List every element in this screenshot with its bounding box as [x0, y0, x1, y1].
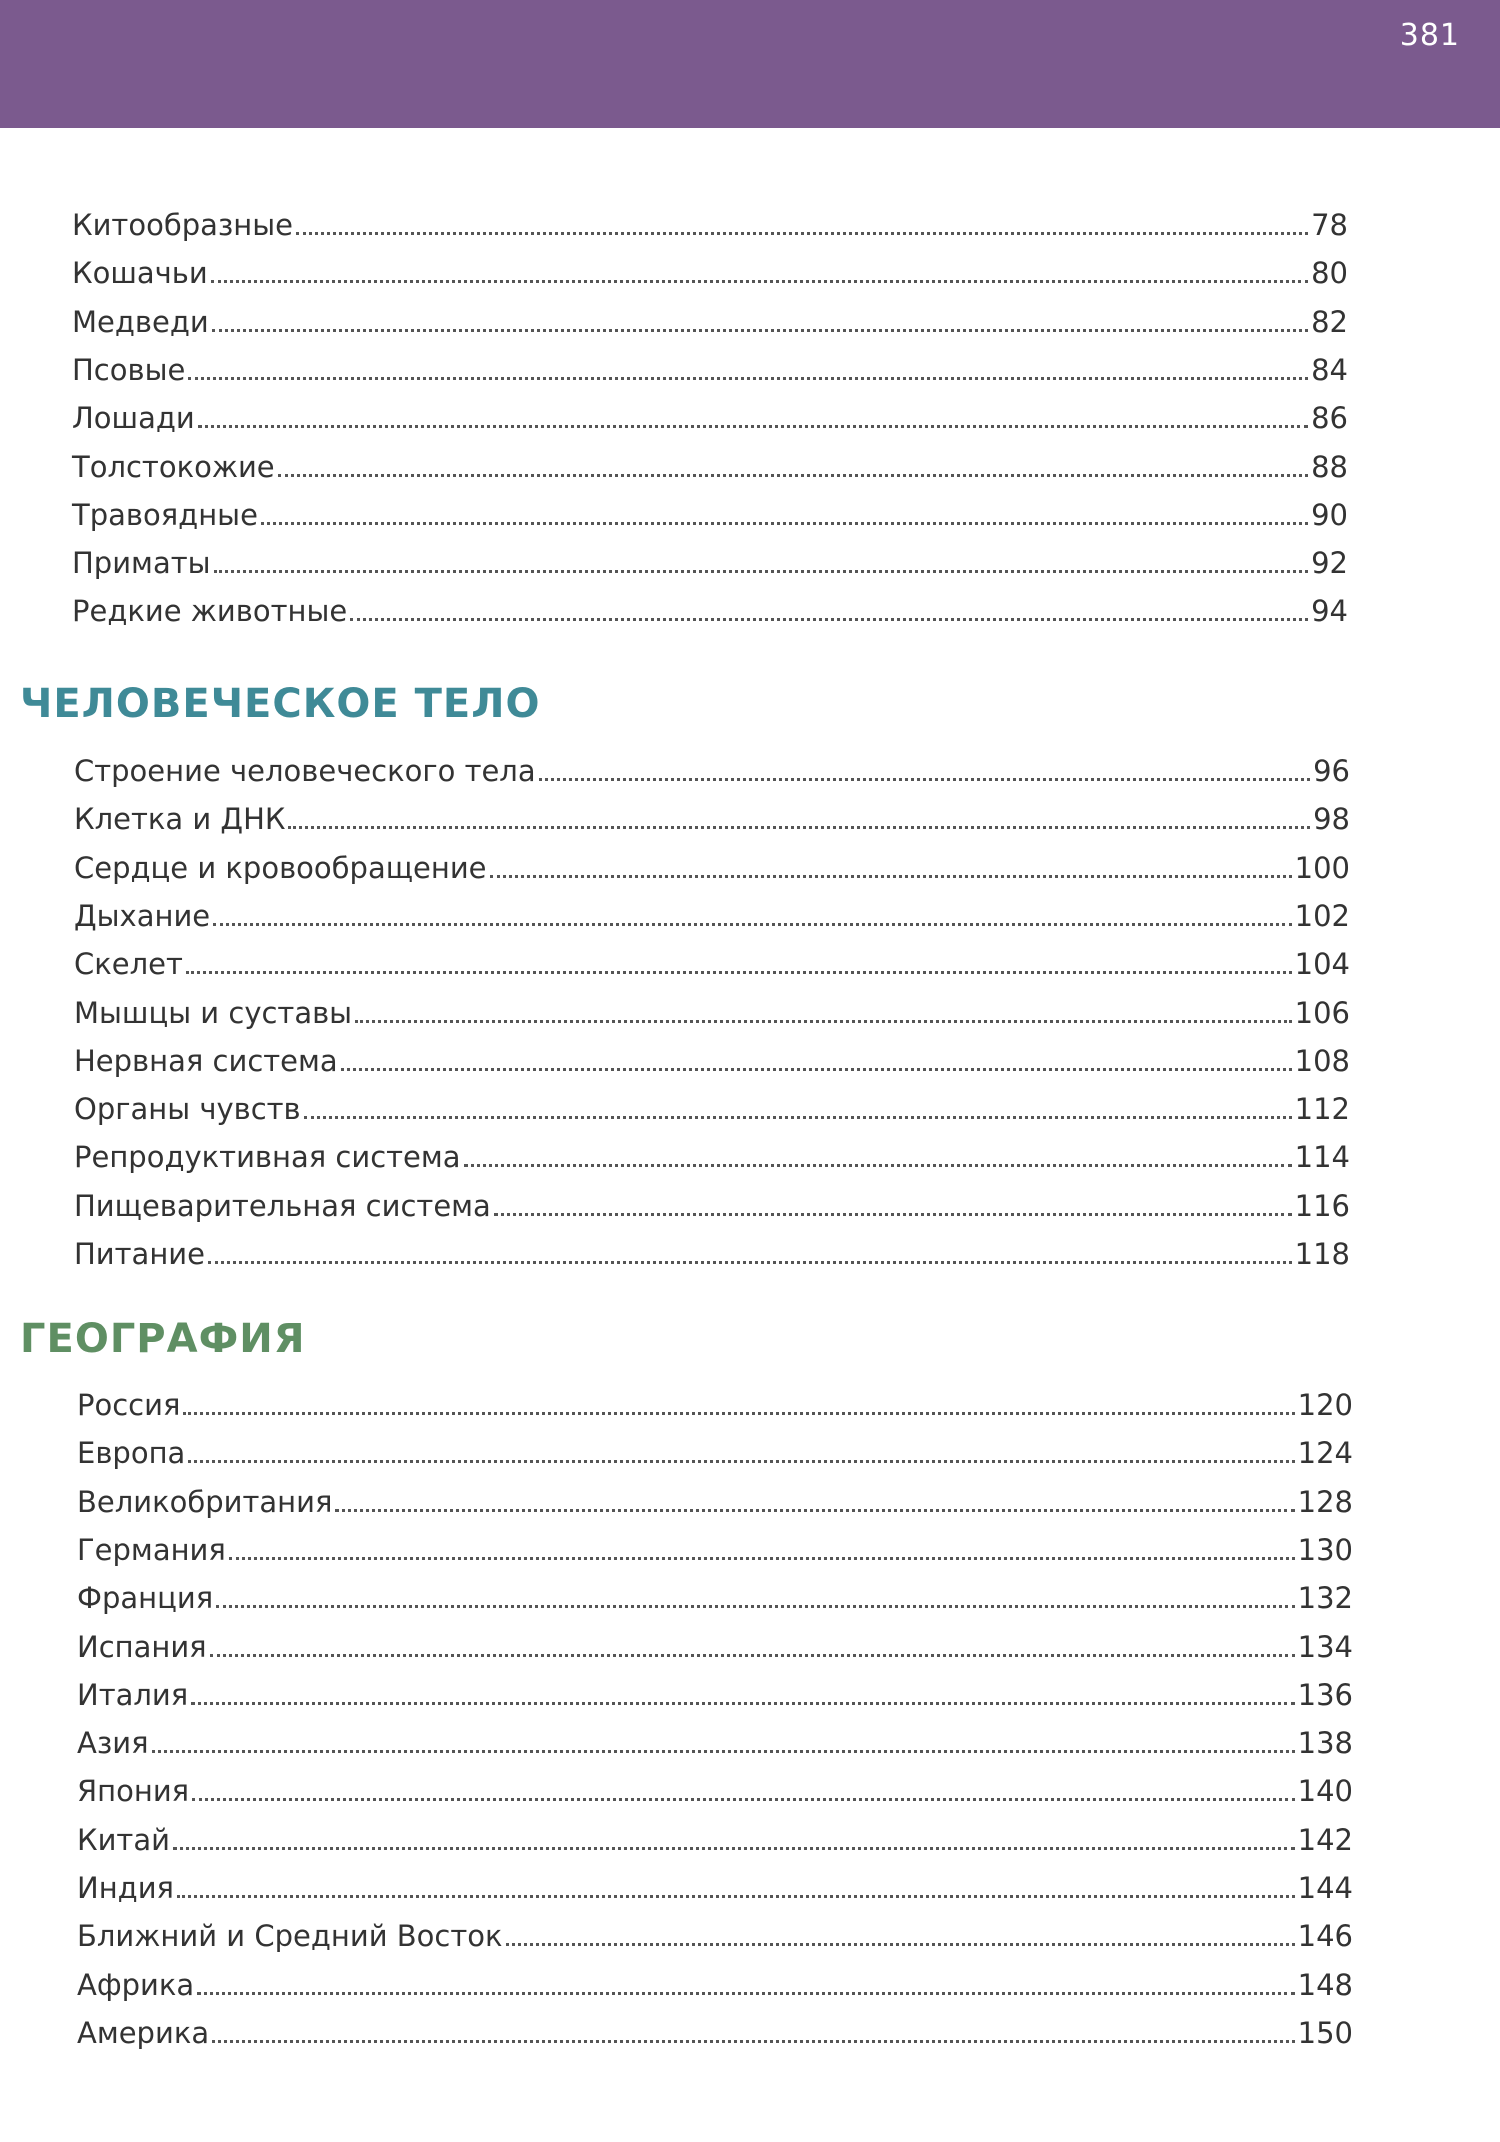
- toc-entry-page: 140: [1297, 1774, 1353, 1809]
- toc-entry-label: Скелет: [74, 947, 183, 982]
- dot-leader: [210, 1654, 1295, 1657]
- dot-leader: [177, 1895, 1295, 1898]
- dot-leader: [212, 329, 1308, 332]
- dot-leader: [208, 1261, 1292, 1264]
- toc-entry-label: Африка: [77, 1967, 195, 2002]
- toc-entry-page: 144: [1297, 1871, 1353, 1905]
- toc-entry-page: 86: [1311, 401, 1348, 436]
- toc-entry-page: 102: [1294, 898, 1350, 933]
- toc-entry-label: Органы чувств: [74, 1092, 301, 1127]
- toc-entry: [77, 1473, 1353, 1521]
- toc-entry-label: Франция: [77, 1581, 214, 1616]
- toc-entry-label: Дыхание: [74, 898, 211, 933]
- toc-entry-page: 78: [1311, 208, 1348, 242]
- page-number: 381: [1399, 18, 1460, 53]
- toc-entry-label: Индия: [77, 1871, 174, 1905]
- toc-entry-label: Кошачьи: [72, 256, 208, 291]
- toc-entry-page: 82: [1311, 304, 1348, 339]
- toc-entry-label: Мышцы и суставы: [74, 995, 353, 1030]
- toc-entry: [74, 839, 1350, 887]
- toc-entry: [72, 293, 1348, 341]
- dot-leader: [214, 570, 1309, 573]
- toc-entry-label: Нервная система: [74, 1043, 338, 1078]
- toc-entry-page: 96: [1313, 754, 1350, 788]
- toc-entry-page: 128: [1297, 1484, 1353, 1519]
- dot-leader: [192, 1798, 1295, 1801]
- toc-entry-label: Питание: [74, 1237, 205, 1271]
- toc-entry-label: Медведи: [72, 304, 209, 339]
- toc-entry-page: 120: [1297, 1388, 1353, 1422]
- toc-entry: [72, 389, 1348, 437]
- toc-entry: [77, 1762, 1353, 1810]
- dot-leader: [198, 425, 1308, 428]
- dot-leader: [296, 232, 1308, 235]
- section-title: ГЕОГРАФИЯ: [20, 1316, 306, 1362]
- toc-entry: [72, 582, 1348, 630]
- toc-entry: [77, 1859, 1353, 1907]
- toc-entry: [77, 1956, 1353, 2004]
- toc-entry-label: Приматы: [72, 546, 211, 581]
- toc-entry: [72, 244, 1348, 292]
- dot-leader: [183, 1412, 1294, 1415]
- toc-entry-label: Пищеварительная система: [74, 1188, 491, 1223]
- toc-entry-label: Редкие животные: [72, 594, 348, 629]
- toc-entry-page: 94: [1311, 594, 1348, 629]
- toc-entry: [77, 2004, 1353, 2052]
- toc-entry: [74, 742, 1350, 790]
- toc-entry: [72, 438, 1348, 486]
- toc-entry: [77, 1618, 1353, 1666]
- toc-entry-label: Китай: [77, 1822, 170, 1857]
- toc-entry-page: 114: [1294, 1140, 1350, 1175]
- toc-entry: [74, 887, 1350, 935]
- toc-entry-label: Строение человеческого тела: [74, 754, 536, 788]
- toc-entry-label: Европа: [77, 1436, 186, 1471]
- dot-leader: [216, 1605, 1295, 1608]
- toc-entry-page: 88: [1311, 449, 1348, 484]
- dot-leader: [188, 377, 1308, 380]
- toc-entry: [74, 1177, 1350, 1225]
- dot-leader: [464, 1164, 1292, 1167]
- dot-leader: [188, 1460, 1294, 1463]
- toc-entry: [74, 1032, 1350, 1080]
- toc-entry-page: 100: [1294, 850, 1350, 885]
- toc-entry-label: Лошади: [72, 401, 195, 436]
- toc-entry-page: 90: [1311, 497, 1348, 532]
- toc-entry-page: 112: [1294, 1092, 1350, 1127]
- toc-entry-page: 136: [1297, 1677, 1353, 1712]
- toc-entry-label: Италия: [77, 1677, 189, 1712]
- toc-entry-page: 106: [1294, 995, 1350, 1030]
- dot-leader: [494, 1213, 1292, 1216]
- dot-leader: [191, 1702, 1294, 1705]
- toc-entry-label: Америка: [77, 2015, 210, 2050]
- toc-entry-label: Великобритания: [77, 1484, 333, 1519]
- section-title: ЧЕЛОВЕЧЕСКОЕ ТЕЛО: [20, 681, 541, 727]
- toc-entry: [72, 534, 1348, 582]
- dot-leader: [341, 1068, 1292, 1071]
- dot-leader: [186, 971, 1292, 974]
- dot-leader: [335, 1509, 1294, 1512]
- toc-entry: [74, 1225, 1350, 1273]
- toc-entry-page: 132: [1297, 1581, 1353, 1616]
- toc-entry-page: 108: [1294, 1043, 1350, 1078]
- toc-entry-page: 118: [1294, 1237, 1350, 1271]
- toc-entry-label: Испания: [77, 1629, 207, 1664]
- toc-entry-page: 98: [1313, 802, 1350, 837]
- dot-leader: [211, 280, 1308, 283]
- toc-entry-label: Псовые: [72, 352, 186, 387]
- dot-leader: [355, 1020, 1292, 1023]
- toc-entry-label: Толстокожие: [72, 449, 275, 484]
- toc-entry-page: 134: [1297, 1629, 1353, 1664]
- toc-entry-page: 124: [1297, 1436, 1353, 1471]
- toc-entry-label: Германия: [77, 1532, 226, 1567]
- toc-entry-label: Травоядные: [72, 497, 258, 532]
- toc-entry: [77, 1521, 1353, 1569]
- toc-entry: [77, 1811, 1353, 1859]
- dot-leader: [288, 826, 1310, 829]
- toc-entry-page: 92: [1311, 546, 1348, 581]
- toc-entry: [77, 1569, 1353, 1617]
- toc-entry-label: Китообразные: [72, 208, 293, 242]
- dot-leader: [229, 1557, 1295, 1560]
- dot-leader: [212, 2040, 1295, 2043]
- toc-entry-page: 142: [1297, 1822, 1353, 1857]
- dot-leader: [173, 1847, 1295, 1850]
- toc-entry: [72, 196, 1348, 244]
- header-band: [0, 0, 1500, 128]
- toc-entry: [72, 486, 1348, 534]
- toc-entry: [74, 1080, 1350, 1128]
- toc-entry: [74, 935, 1350, 983]
- toc-entry: [77, 1666, 1353, 1714]
- toc-entry-page: 80: [1311, 256, 1348, 291]
- toc-entry-page: 104: [1294, 947, 1350, 982]
- toc-entry-label: Ближний и Средний Восток: [77, 1919, 503, 1954]
- toc-entry-page: 146: [1297, 1919, 1353, 1954]
- dot-leader: [350, 618, 1308, 621]
- toc-entry: [77, 1714, 1353, 1762]
- toc-entry: [77, 1907, 1353, 1955]
- toc-entry: [74, 790, 1350, 838]
- toc-entry-page: 138: [1297, 1726, 1353, 1761]
- dot-leader: [197, 1992, 1294, 1995]
- dot-leader: [304, 1116, 1292, 1119]
- dot-leader: [152, 1750, 1295, 1753]
- toc-entry: [74, 1128, 1350, 1176]
- toc-entry-label: Репродуктивная система: [74, 1140, 461, 1175]
- toc-entry-label: Сердце и кровообращение: [74, 850, 487, 885]
- dot-leader: [539, 778, 1310, 781]
- toc-entry-label: Клетка и ДНК: [74, 802, 286, 837]
- toc-entry-page: 84: [1311, 352, 1348, 387]
- dot-leader: [261, 522, 1308, 525]
- dot-leader: [278, 474, 1308, 477]
- toc-entry-page: 148: [1297, 1967, 1353, 2002]
- dot-leader: [506, 1943, 1295, 1946]
- toc-entry: [77, 1424, 1353, 1472]
- toc-entry-page: 116: [1294, 1188, 1350, 1223]
- toc-entry: [77, 1376, 1353, 1424]
- toc-entry-label: Азия: [77, 1726, 149, 1761]
- toc-entry-label: Япония: [77, 1774, 190, 1809]
- dot-leader: [490, 875, 1292, 878]
- dot-leader: [213, 923, 1292, 926]
- toc-entry-page: 150: [1297, 2015, 1353, 2050]
- toc-entry: [74, 984, 1350, 1032]
- toc-entry-label: Россия: [77, 1388, 181, 1422]
- toc-entry-page: 130: [1297, 1532, 1353, 1567]
- toc-entry: [72, 341, 1348, 389]
